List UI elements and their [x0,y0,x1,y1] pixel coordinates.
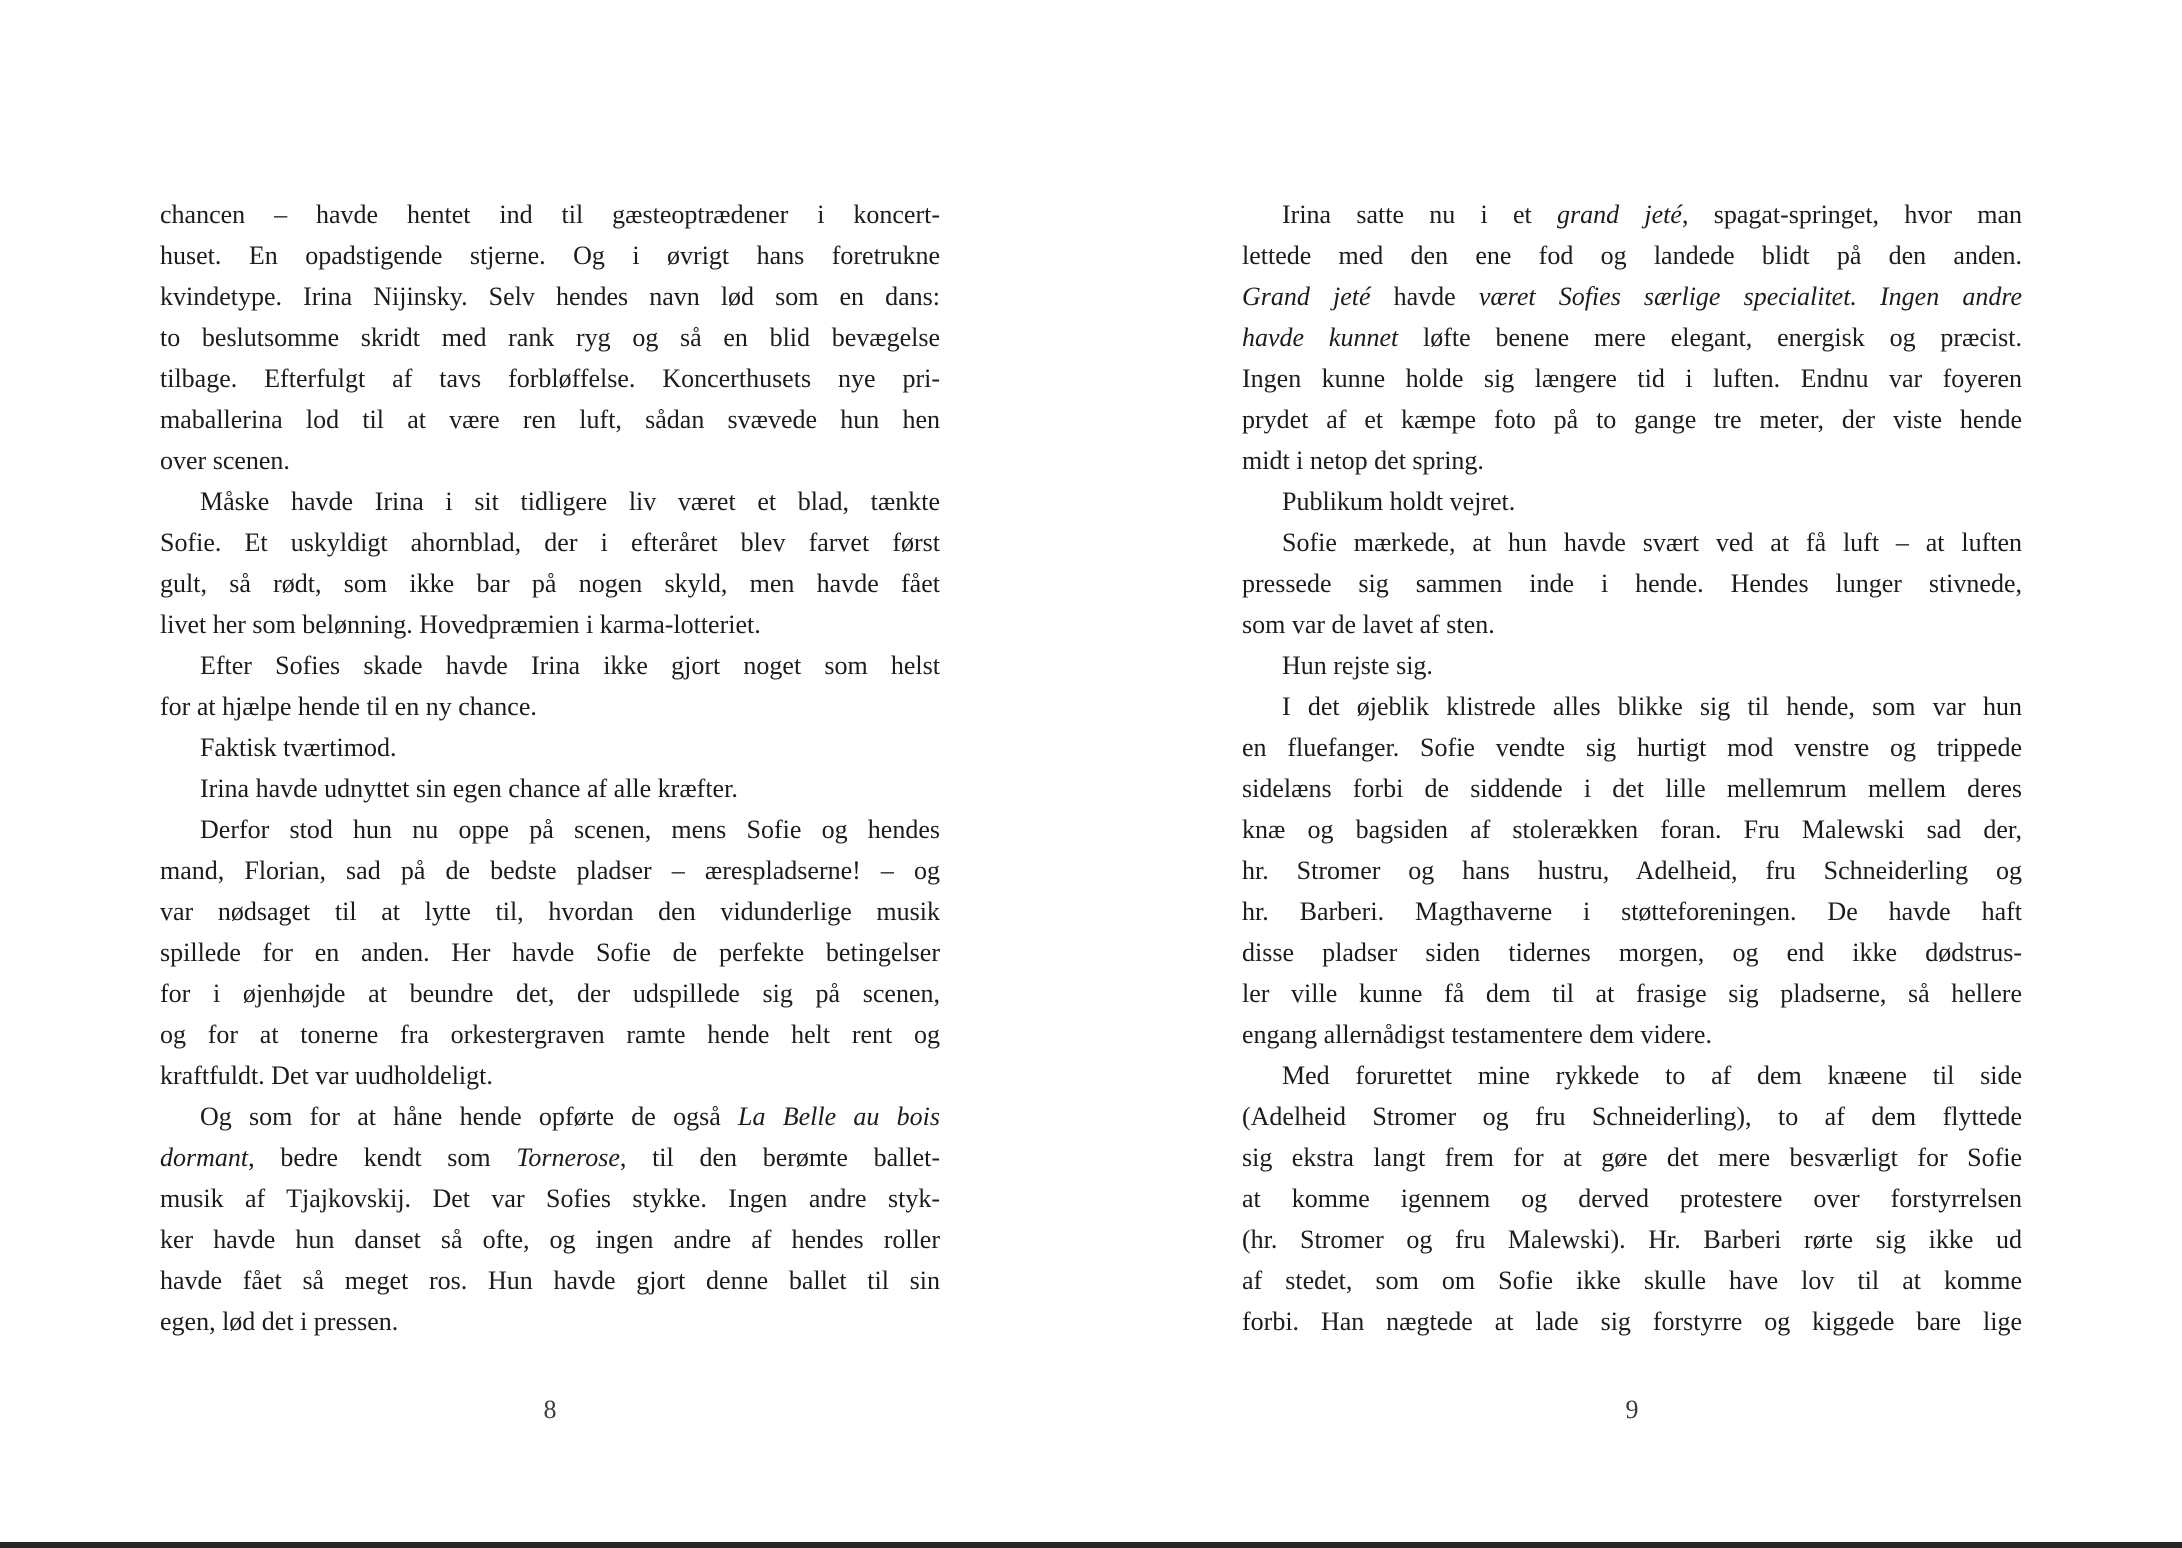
text-line: I det øjeblik klistrede alles blikke sig til hende, som var hun [1282,692,2022,721]
text-line: Irina satte nu i et grand jeté, spagat-springet, hvor man [1282,200,2022,229]
page-number-left: 8 [543,1395,557,1424]
text-line: ker havde hun danset så ofte, og ingen andre af hendes roller [160,1225,940,1254]
text-line: prydet af et kæmpe foto på to gange tre meter, der viste hende [1242,405,2022,434]
text-line: livet her som belønning. Hovedpræmien i karma-lotteriet. [160,610,761,639]
text-line: Efter Sofies skade havde Irina ikke gjort noget som helst [200,651,940,680]
page-right-text-block [1242,194,2022,1342]
text-line: dormant, bedre kendt som Tornerose, til den berømte ballet- [160,1143,940,1172]
text-line: var nødsaget til at lytte til, hvordan den vidunderlige musik [160,897,940,926]
page-right [1242,0,2022,1548]
text-line: sig ekstra langt frem for at gøre det mere besværligt for Sofie [1242,1143,2022,1172]
text-line: havde kunnet løfte benene mere elegant, energisk og præcist. [1242,323,2022,352]
text-line: Sofie mærkede, at hun havde svært ved at få luft – at luften [1282,528,2022,557]
text-line: midt i netop det spring. [1242,446,1484,475]
text-line: gult, så rødt, som ikke bar på nogen skyld, men havde fået [160,569,940,598]
text-line: Sofie. Et uskyldigt ahornblad, der i efteråret blev farvet først [160,528,940,557]
text-line: (hr. Stromer og fru Malewski). Hr. Barberi rørte sig ikke ud [1242,1225,2022,1254]
text-line: to beslutsomme skridt med rank ryg og så en blid bevægelse [160,323,940,352]
text-line: Og som for at håne hende opførte de også La Belle au bois [200,1102,940,1131]
text-line: maballerina lod til at være ren luft, sådan svævede hun hen [160,405,940,434]
text-line: hr. Stromer og hans hustru, Adelheid, fru Schneiderling og [1242,856,2022,885]
page-left [160,0,940,1548]
text-line: huset. En opadstigende stjerne. Og i øvrigt hans foretrukne [160,241,940,270]
text-line: at komme igennem og derved protestere over forstyrrelsen [1242,1184,2022,1213]
page-number-right: 9 [1625,1395,1639,1424]
text-line: en fluefanger. Sofie vendte sig hurtigt mod venstre og trippede [1242,733,2022,762]
text-line: Ingen kunne holde sig længere tid i luften. Endnu var foyeren [1242,364,2022,393]
text-line: Faktisk tværtimod. [200,733,397,762]
page-left-text-block [160,194,940,1342]
bottom-edge-bar [0,1542,2182,1548]
text-line: tilbage. Efterfulgt af tavs forbløffelse. Koncerthusets nye pri- [160,364,940,393]
text-line: forbi. Han nægtede at lade sig forstyrre og kiggede bare lige [1242,1307,2022,1336]
text-line: hr. Barberi. Magthaverne i støtteforeningen. De havde haft [1242,897,2022,926]
text-line: lettede med den ene fod og landede blidt på den anden. [1242,241,2022,270]
text-line: for i øjenhøjde at beundre det, der udspillede sig på scenen, [160,979,940,1008]
text-line: musik af Tjajkovskij. Det var Sofies stykke. Ingen andre styk- [160,1184,940,1213]
text-line: Irina havde udnyttet sin egen chance af alle kræfter. [200,774,738,803]
text-line: spillede for en anden. Her havde Sofie de perfekte betingelser [160,938,940,967]
text-line: og for at tonerne fra orkestergraven ramte hende helt rent og [160,1020,940,1049]
text-line: for at hjælpe hende til en ny chance. [160,692,537,721]
text-line: som var de lavet af sten. [1242,610,1495,639]
text-line: Med forurettet mine rykkede to af dem knæene til side [1282,1061,2022,1090]
text-line: engang allernådigst testamentere dem videre. [1242,1020,1712,1049]
text-line: disse pladser siden tidernes morgen, og end ikke dødstrus- [1242,938,2022,967]
text-line: over scenen. [160,446,290,475]
text-line: kraftfuldt. Det var uudholdeligt. [160,1061,493,1090]
text-line: chancen – havde hentet ind til gæsteoptrædener i koncert- [160,200,940,229]
text-line: af stedet, som om Sofie ikke skulle have lov til at komme [1242,1266,2022,1295]
text-line: Publikum holdt vejret. [1282,487,1516,516]
text-line: Måske havde Irina i sit tidligere liv været et blad, tænkte [200,487,940,516]
text-line: ler ville kunne få dem til at frasige sig pladserne, så hellere [1242,979,2022,1008]
text-line: sidelæns forbi de siddende i det lille mellemrum mellem deres [1242,774,2022,803]
text-line: havde fået så meget ros. Hun havde gjort denne ballet til sin [160,1266,940,1295]
text-line: knæ og bagsiden af stolerækken foran. Fru Malewski sad der, [1242,815,2022,844]
text-line: mand, Florian, sad på de bedste pladser – ærespladserne! – og [160,856,940,885]
text-line: egen, lød det i pressen. [160,1307,399,1336]
text-line: Derfor stod hun nu oppe på scenen, mens Sofie og hendes [200,815,940,844]
text-line: kvindetype. Irina Nijinsky. Selv hendes navn lød som en dans: [160,282,940,311]
text-line: (Adelheid Stromer og fru Schneiderling), to af dem flyttede [1242,1102,2022,1131]
text-line: Hun rejste sig. [1282,651,1433,680]
text-line: Grand jeté havde været Sofies særlige specialitet. Ingen andre [1242,282,2022,311]
text-line: pressede sig sammen inde i hende. Hendes lunger stivnede, [1242,569,2022,598]
